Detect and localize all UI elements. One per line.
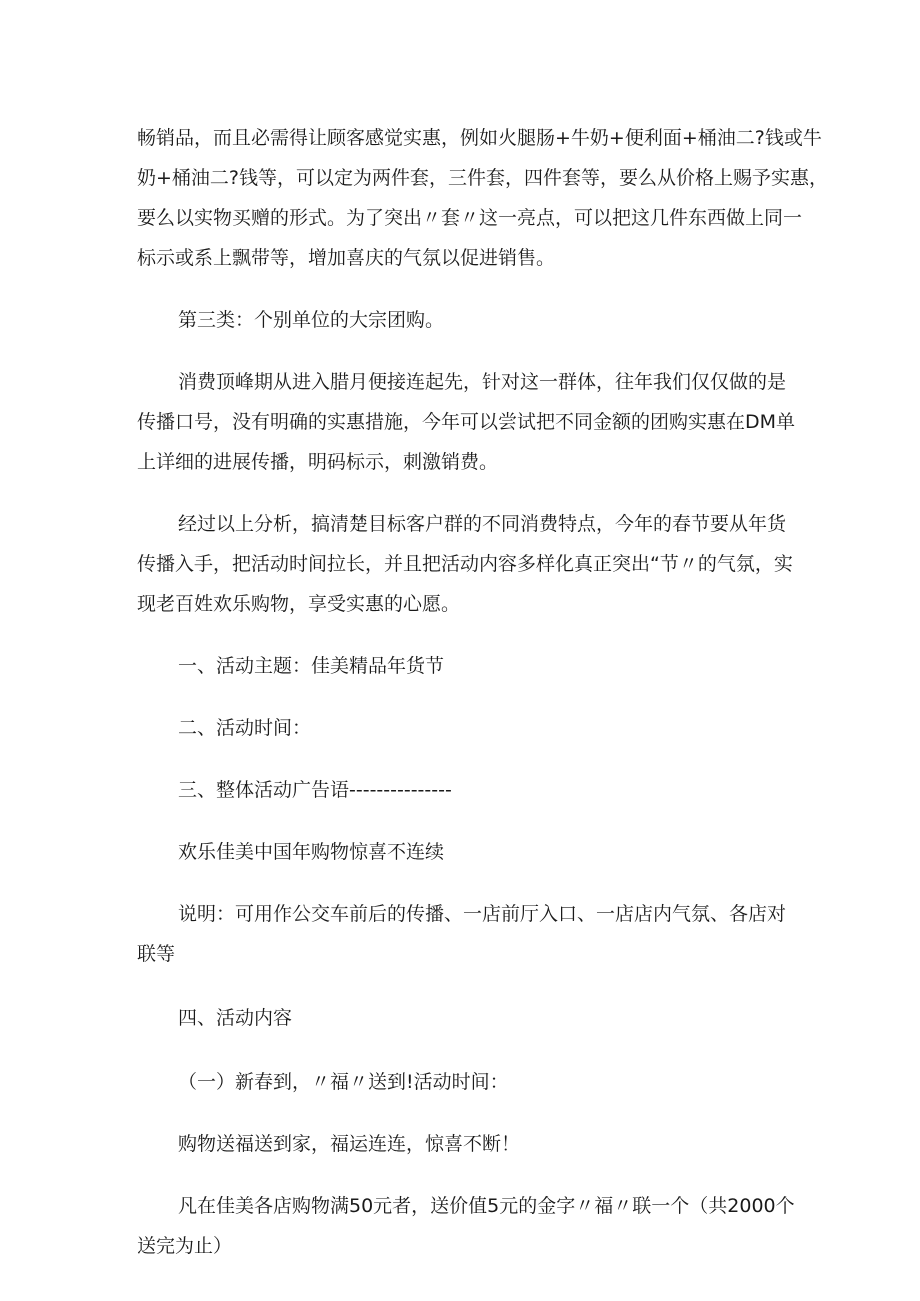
text-line: 三、整体活动广告语--------------- bbox=[178, 779, 452, 801]
text-line: 联等 bbox=[137, 943, 176, 965]
text-line: 二、活动时间： bbox=[178, 717, 312, 739]
heading-new-year-fu bbox=[137, 1062, 797, 1102]
heading-activity-content bbox=[137, 998, 797, 1038]
text-line: （一）新春到，〃福〃送到!活动时间： bbox=[178, 1071, 509, 1093]
text-line: 上详细的进展传播，明码标示，刺激销费。 bbox=[137, 451, 499, 473]
text-line: 畅销品，而且必需得让顾客感觉实惠，例如火腿肠+牛奶+便利面+桶油二?钱或牛 bbox=[137, 127, 822, 149]
text-line: 标示或系上飘带等，增加喜庆的气氛以促进销售。 bbox=[137, 247, 556, 269]
text-line: 购物送福送到家，福运连连，惊喜不断！ bbox=[178, 1133, 521, 1155]
text-line: 第三类：个别单位的大宗团购。 bbox=[178, 309, 445, 331]
text-line: 送完为止） bbox=[137, 1235, 233, 1257]
text-line: 现老百姓欢乐购物，享受实惠的心愿。 bbox=[137, 593, 461, 615]
text-line: 说明：可用作公交车前后的传播、一店前厅入口、一店店内气氛、各店对 bbox=[178, 903, 787, 925]
heading-activity-theme bbox=[137, 646, 797, 686]
text-line: 消费顶峰期从进入腊月便接连起先，针对这一群体，往年我们仅仅做的是 bbox=[178, 371, 787, 393]
paragraph-fu-slogan bbox=[137, 1124, 797, 1164]
text-line: 凡在佳美各店购物满50元者，送价值5元的金字〃福〃联一个（共2000个 bbox=[178, 1195, 795, 1217]
paragraph-group-buying bbox=[137, 362, 797, 482]
text-line: 传播口号，没有明确的实惠措施，今年可以尝试把不同金额的团购实惠在DM单 bbox=[137, 411, 796, 433]
paragraph-analysis bbox=[137, 504, 797, 624]
slogan-text bbox=[137, 832, 797, 872]
text-line: 一、活动主题：佳美精品年货节 bbox=[178, 655, 445, 677]
text-line: 要么以实物买赠的形式。为了突出〃套〃这一亮点，可以把这几件东西做上同一 bbox=[137, 207, 803, 229]
paragraph-slogan-note bbox=[137, 894, 797, 974]
heading-slogan bbox=[137, 770, 797, 810]
paragraph-bundle-promo bbox=[137, 118, 829, 278]
text-line: 四、活动内容 bbox=[178, 1007, 293, 1029]
text-line: 经过以上分析，搞清楚目标客户群的不同消费特点，今年的春节要从年货 bbox=[178, 513, 787, 535]
text-line: 奶+桶油二?钱等，可以定为两件套，三件套，四件套等，要么从价格上赐予实惠， bbox=[137, 167, 829, 189]
heading-activity-time bbox=[137, 708, 797, 748]
text-line: 传播入手，把活动时间拉长，并且把活动内容多样化真正突出“节〃的气氛，实 bbox=[137, 553, 793, 575]
text-line: 欢乐佳美中国年购物惊喜不连续 bbox=[178, 841, 445, 863]
paragraph-category-three bbox=[137, 300, 797, 340]
paragraph-fu-offer bbox=[137, 1186, 797, 1266]
document-page bbox=[137, 118, 829, 1266]
